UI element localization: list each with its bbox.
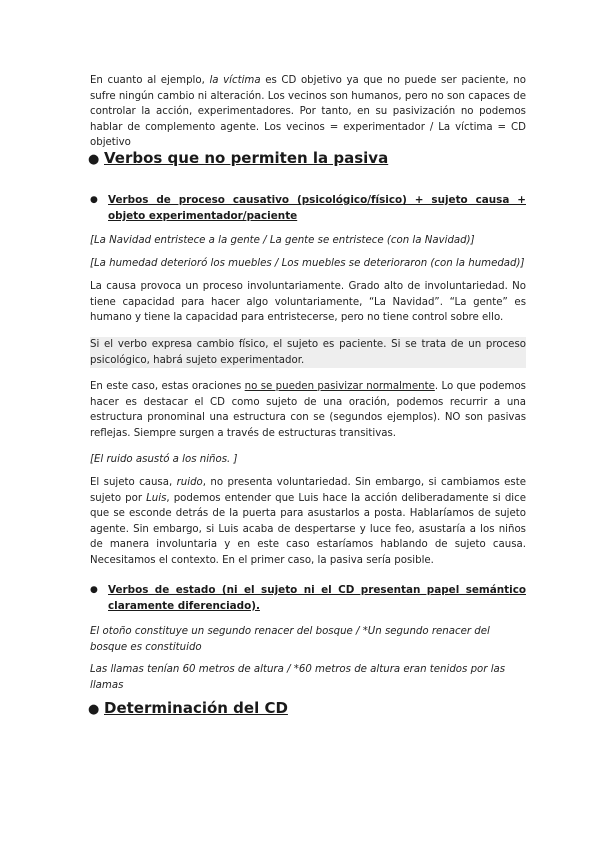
paragraph-text: En este caso, estas oraciones [90,381,245,392]
bullet-icon: ● [88,152,100,167]
heading-text: Verbos que no permiten la pasiva [104,149,389,167]
example-navidad: [La Navidad entristece a la gente / La gente se entristece (con la Navidad)] [90,235,475,246]
paragraph-text: , no presenta voluntariedad. Sin embargo, si cambiamos este sujeto por [90,477,526,504]
paragraph-cambio-fisico: Si el verbo expresa cambio físico, el sujeto es paciente. Si se trata de un proceso psicológico, habrá sujeto experimentador. [90,337,526,368]
subheading-text: Verbos de proceso causativo (psicológico/físico) + sujeto causa + objeto experimentador/paciente [108,194,526,222]
bullet-icon: ● [90,585,98,595]
example-otono: El otoño constituye un segundo renacer del bosque / *Un segundo renacer del bosque es constituido [90,626,490,653]
paragraph-emphasis: ruido [176,477,203,488]
example-ruido: [El ruido asustó a los niños. ] [90,454,238,465]
paragraph-text: , podemos entender que Luis hace la acción deliberadamente si dice que se esconde detrás de la puerta para asustarlos a posta. Hablaríamos de sujeto agente. Sin embargo, si Luis acaba de despertarse y luce feo, asustaría a los niños de manera involuntaria y en este caso estaríamos hablando de sujeto causa. Necesitamos el contexto. En el primer caso, la pasiva sería posible. [90,492,526,566]
heading-determinacion-cd [88,699,288,717]
example-humedad: [La humedad deterioró los muebles / Los muebles se deterioraron (con la humedad)] [90,258,525,269]
paragraph-emphasis: Luis [146,492,167,504]
paragraph-text: . Lo que podemos hacer es destacar el CD como sujeto de una oración, podemos recurrir a una estructura pronominal una estructura con se (segundos ejemplos). NO son pasivas reflejas. Siempre surgen a través de estructuras transitivas. [90,381,526,439]
heading-verbos-no-pasiva [88,149,388,167]
subheading-text: Verbos de estado (ni el sujeto ni el CD presentan papel semántico claramente diferenciado). [108,584,526,612]
heading-text: Determinación del CD [104,699,288,717]
example-llamas: Las llamas tenían 60 metros de altura / *60 metros de altura eran tenidos por las llamas [90,664,506,691]
subheading-proceso-causativo [90,193,526,224]
paragraph-no-pasivizar [90,379,526,441]
subheading-verbos-estado [90,583,526,614]
bullet-icon: ● [90,195,98,205]
paragraph-underline: no se pueden pasivizar normalmente [244,381,435,392]
paragraph-causa: La causa provoca un proceso involuntariamente. Grado alto de involuntariedad. No tiene capacidad para hacer algo voluntariamente, “La Navidad”. “La gente” es humano y tiene la capacidad para entristecerse, pero no tiene control sobre ello. [90,281,526,324]
bullet-icon: ● [88,702,100,717]
paragraph-emphasis: la víctima [209,75,261,86]
paragraph-text: El sujeto causa, [90,477,177,488]
paragraph-victima [90,73,526,151]
paragraph-text: En cuanto al ejemplo, [90,75,210,86]
paragraph-text: es CD objetivo ya que no puede ser paciente, no sufre ningún cambio ni alteración. Los vecinos son humanos, pero no son capaces de controlar la acción, experimentadores. Por tanto, en su pasivización no podemos hablar de complemento agente. Los vecinos = experimentador / La víctima = CD objetivo [90,75,527,149]
paragraph-sujeto-causa [90,475,526,569]
